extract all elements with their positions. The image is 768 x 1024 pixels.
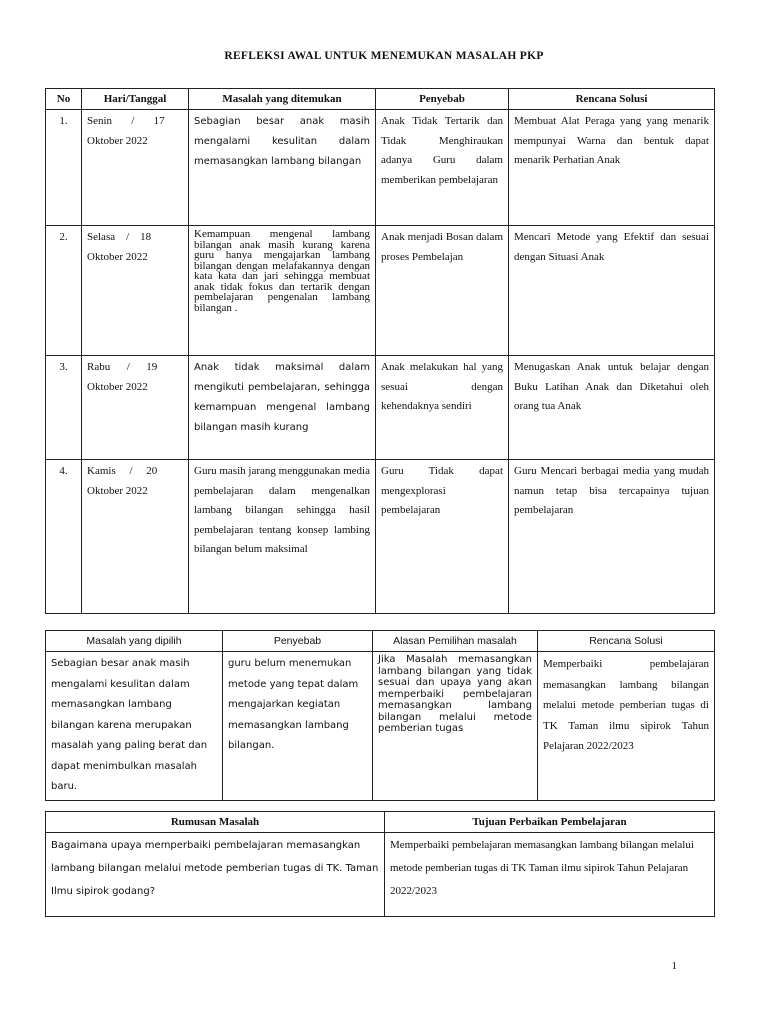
penyebab-cell: Anak menjadi Bosan dalam proses Pembelajan xyxy=(376,226,509,356)
table-row xyxy=(46,833,715,917)
header-masalah-dipilih: Masalah yang dipilih xyxy=(46,631,223,652)
table-row xyxy=(46,652,715,801)
formulation-table xyxy=(45,811,715,917)
table-row xyxy=(46,356,715,460)
alasan-cell: Jika Masalah memasangkan lambang bilangan yang tidak sesuai dan upaya yang akan memperbaiki pembelajaran memasangkan lambang bilangan melalui metode pemberian tugas xyxy=(373,652,538,801)
page-number: 1 xyxy=(671,960,677,972)
selected-problem-table xyxy=(45,630,715,801)
table-header-row xyxy=(46,812,715,833)
day-label: Senin / 17 xyxy=(87,115,165,127)
header-rencana-solusi: Rencana Solusi xyxy=(538,631,715,652)
row-number: 4. xyxy=(46,460,82,614)
tujuan-cell: Memperbaiki pembelajaran memasangkan lambang bilangan melalui metode pemberian tugas di TK Taman ilmu sipirok Tahun Pelajaran 2022/2023 xyxy=(385,833,715,917)
penyebab-cell: Guru Tidak dapat mengexplorasi pembelajaran xyxy=(376,460,509,614)
day-date-cell xyxy=(82,460,189,614)
header-no: No xyxy=(46,89,82,110)
header-alasan: Alasan Pemilihan masalah xyxy=(373,631,538,652)
masalah-cell: Anak tidak maksimal dalam mengikuti pembelajaran, sehingga kemampuan mengenal lambang bilangan masih kurang xyxy=(189,356,376,460)
masalah-dipilih-cell: Sebagian besar anak masih mengalami kesulitan dalam memasangkan lambang bilangan karena merupakan masalah yang paling berat dan dapat menimbulkan masalah baru. xyxy=(46,652,223,801)
solusi-cell: Menugaskan Anak untuk belajar dengan Buku Latihan Anak dan Diketahui oleh orang tua Anak xyxy=(509,356,715,460)
day-label: Rabu / 19 xyxy=(87,361,158,373)
reflection-table xyxy=(45,88,715,614)
date-label: Oktober 2022 xyxy=(87,380,148,393)
table-header-row xyxy=(46,89,715,110)
table-row xyxy=(46,460,715,614)
solusi-cell: Mencari Metode yang Efektif dan sesuai dengan Situasi Anak xyxy=(509,226,715,356)
solusi-cell: Guru Mencari berbagai media yang mudah namun tetap bisa tercapainya tujuan pembelajaran xyxy=(509,460,715,614)
rumusan-cell: Bagaimana upaya memperbaiki pembelajaran memasangkan lambang bilangan melalui metode pemberian tugas di TK. Taman Ilmu sipirok godang? xyxy=(46,833,385,917)
header-rencana-solusi: Rencana Solusi xyxy=(509,89,715,110)
header-masalah: Masalah yang ditemukan xyxy=(189,89,376,110)
table-row xyxy=(46,110,715,226)
masalah-cell: Kemampuan mengenal lambang bilangan anak masih kurang karena guru hanya mengajarkan lambang bilangan dengan melafakannya dengan kata kata dan jari sehingga membuat anak tidak fokus dan tertarik dengan pembelajaran pengenalan lambang bilangan . xyxy=(189,226,376,356)
penyebab-cell: Anak Tidak Tertarik dan Tidak Menghiraukan adanya Guru dalam memberikan pembelajaran xyxy=(376,110,509,226)
header-hari-tanggal: Hari/Tanggal xyxy=(82,89,189,110)
row-number: 1. xyxy=(46,110,82,226)
day-date-cell xyxy=(82,110,189,226)
date-label: Oktober 2022 xyxy=(87,134,148,147)
day-label: Selasa / 18 xyxy=(87,231,152,243)
solusi-cell: Memperbaiki pembelajaran memasangkan lambang bilangan melalui metode pemberian tugas di TK Taman ilmu sipirok Tahun Pelajaran 2022/2023 xyxy=(538,652,715,801)
page-title: REFLEKSI AWAL UNTUK MENEMUKAN MASALAH PKP xyxy=(224,50,544,62)
row-number: 2. xyxy=(46,226,82,356)
row-number: 3. xyxy=(46,356,82,460)
day-date-cell xyxy=(82,226,189,356)
day-label: Kamis / 20 xyxy=(87,465,158,477)
table-row xyxy=(46,226,715,356)
masalah-cell: Guru masih jarang menggunakan media pembelajaran dalam mengenalkan lambang bilangan sehingga hasil pembelajaran tentang konsep lambing bilangan belum maksimal xyxy=(189,460,376,614)
header-tujuan: Tujuan Perbaikan Pembelajaran xyxy=(385,812,715,833)
penyebab-cell: guru belum menemukan metode yang tepat dalam mengajarkan kegiatan memasangkan lambang bilangan. xyxy=(223,652,373,801)
header-penyebab: Penyebab xyxy=(223,631,373,652)
header-penyebab: Penyebab xyxy=(376,89,509,110)
header-rumusan: Rumusan Masalah xyxy=(46,812,385,833)
solusi-cell: Membuat Alat Peraga yang yang menarik mempunyai Warna dan bentuk dapat menarik Perhatian Anak xyxy=(509,110,715,226)
date-label: Oktober 2022 xyxy=(87,484,148,497)
date-label: Oktober 2022 xyxy=(87,250,148,263)
masalah-cell: Sebagian besar anak masih mengalami kesulitan dalam memasangkan lambang bilangan xyxy=(189,110,376,226)
table-header-row xyxy=(46,631,715,652)
penyebab-cell: Anak melakukan hal yang sesuai dengan kehendaknya sendiri xyxy=(376,356,509,460)
day-date-cell xyxy=(82,356,189,460)
